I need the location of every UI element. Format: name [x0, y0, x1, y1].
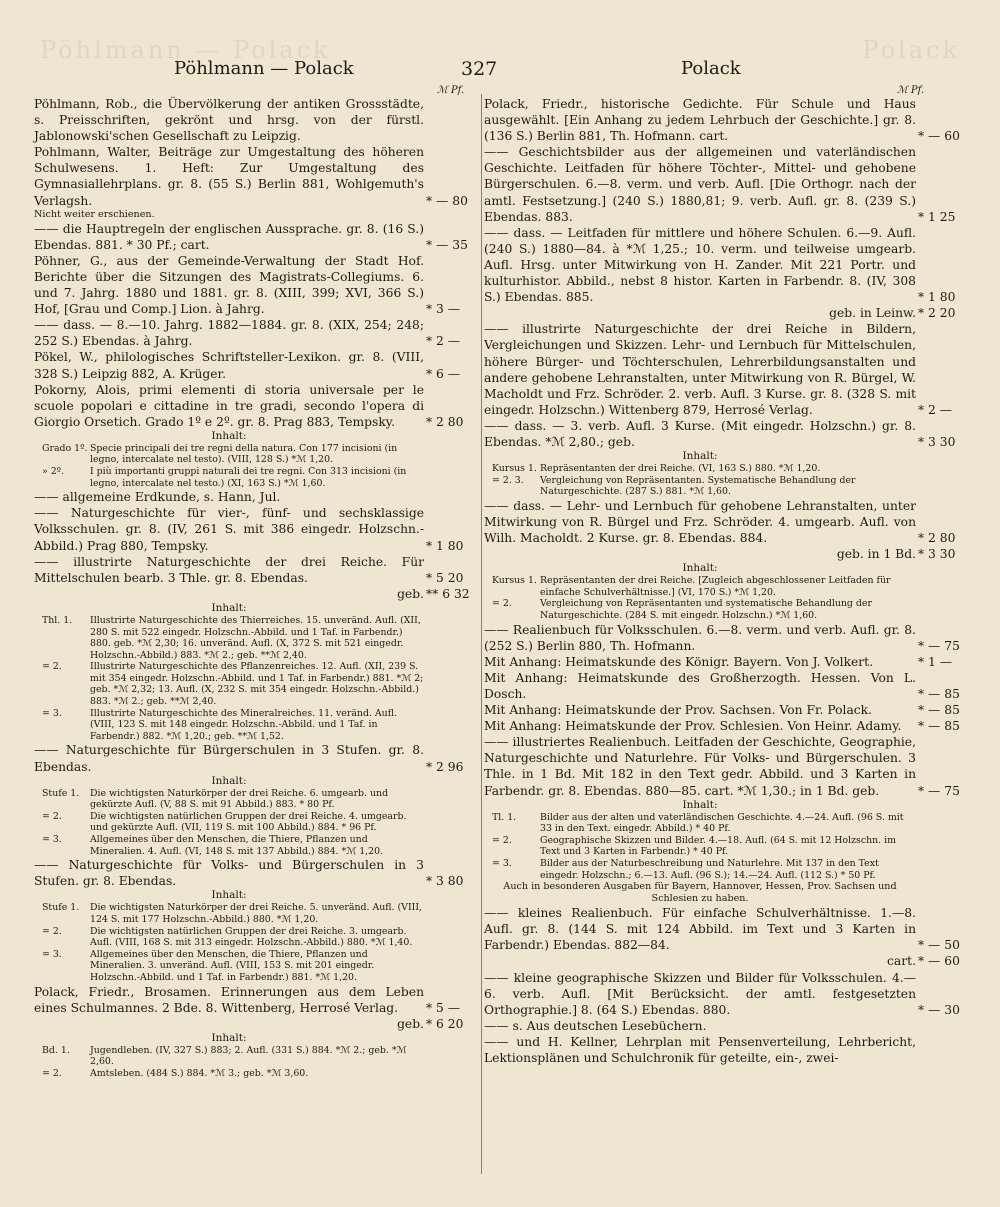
- entry-text: —— allgemeine Erdkunde, s. Hann, Jul.: [34, 490, 281, 505]
- entry-text: Mit Anhang: Heimatskunde der Prov. Sachsen. Von Fr. Polack.: [484, 703, 873, 718]
- entry-binding: [484, 305, 974, 321]
- entry-price: * — 85: [918, 719, 960, 734]
- contents-item: [34, 949, 482, 984]
- entry-text: —— dass. — Leitfaden für mittlere und höhere Schulen. 6.—9. Aufl. (240 S.) 1880—84. à *ℳ 1,25.; 10. verm. und teilweise umgearb. Aufl. Hrsg. unter Mitwirkung von H. Zander. Mit 221 Portr. und kulturhistor. Abbild., nebst 8 histor. Karten in Farbendr. 8. (IV, 308 S.) Ebendas. 885.: [484, 225, 916, 305]
- contents-item: [484, 812, 974, 835]
- contents-label: = 3.: [42, 834, 62, 845]
- contents-text: Illustrirte Naturgeschichte des Pflanzenreiches. 12. Aufl. (XII, 239 S. mit 354 eingedr. Holzschn.-Abbild. und 1 Taf. in Farbendr.) 881. *ℳ 2; geb. *ℳ 2,32; 13. Aufl. (X, 232 S. mit 354 eingedr. Holzschn.-Abbild.) 883. *ℳ 2.; geb. **ℳ 2,40.: [90, 661, 424, 708]
- entry-text: Pohlmann, Walter, Beiträge zur Umgestaltung des höheren Schulwesens. 1. Heft: Zur Umgestaltung des Gymnasiallehrplans. gr. 8. (55 S.) Berlin 881, Wohlgemuth's Verlagsh.: [34, 145, 424, 208]
- contents-item: [34, 443, 482, 466]
- entry-price: * 3 80: [426, 874, 464, 889]
- price-column-head-left: ℳ Pf.: [437, 85, 465, 96]
- contents-text: Vergleichung von Repräsentanten und systematische Behandlung der Naturgeschichte. (284 S. mit eingedr. Holzschn.) *ℳ 1,60.: [540, 598, 872, 621]
- entry-price: * — 85: [918, 686, 960, 701]
- contents-text: I più importanti gruppi naturali dei tre regni. Con 313 incisioni (in legno, intercalate nel testo.) (XI, 163 S.) *ℳ 1,60.: [90, 466, 407, 489]
- entry: [34, 554, 482, 586]
- entry-text: —— Naturgeschichte für Volks- und Bürgerschulen in 3 Stufen. gr. 8. Ebendas.: [34, 858, 424, 889]
- entry-text: —— Naturgeschichte für vier-, fünf- und sechsklassige Volksschulen. gr. 8. (IV, 261 S. mit 386 eingedr. Holzschn.-Abbild.) Prag 880, Tempsky.: [34, 506, 424, 553]
- entry-price: * — 60: [918, 129, 960, 144]
- entry-price: * 2 96: [426, 759, 464, 774]
- entry-note: Nicht weiter erschienen.: [34, 208, 155, 220]
- entry: [484, 321, 974, 418]
- entry-binding: [34, 586, 482, 602]
- running-head-left: Pöhlmann — Polack: [174, 58, 354, 79]
- entry-text: —— s. Aus deutschen Lesebüchern.: [484, 1018, 707, 1033]
- binding-price: * 6 20: [426, 1016, 464, 1031]
- contents-item: [34, 926, 482, 949]
- entry: [34, 857, 482, 889]
- contents-item: [484, 475, 974, 498]
- contents-text: Die wichtigsten natürlichen Gruppen der drei Reiche. 3. umgearb. Aufl. (VIII, 168 S. mit 313 eingedr. Holzschn.-Abbild.) 880. *ℳ 1,40.: [90, 925, 413, 949]
- entry-text: —— und H. Kellner, Lehrplan mit Pensenverteilung, Lehrbericht, Lektionsplänen und Schulchronik für geteilte, ein-, zwei-: [484, 1034, 916, 1066]
- entry: [484, 1034, 974, 1066]
- entry-price: * 2 —: [426, 334, 461, 349]
- contents-text: Jugendleben. (IV, 327 S.) 883; 2. Aufl. (331 S.) 884. *ℳ 2.; geb. *ℳ 2,60.: [90, 1044, 407, 1068]
- entry-text: —— dass. — Lehr- und Lernbuch für gehobene Lehranstalten, unter Mitwirkung von R. Bürgel und Frz. Schröder. 4. umgearb. Aufl. von Wilh. Macholdt. 2 Kurse. gr. 8. Ebendas. 884.: [484, 498, 916, 546]
- binding-price: * 2 20: [918, 306, 956, 321]
- entry: [484, 144, 974, 224]
- contents-label: » 2º.: [42, 466, 65, 478]
- contents-label: Grado 1º.: [42, 442, 88, 454]
- entry-text: Polack, Friedr., historische Gedichte. Für Schule und Haus ausgewählt. [Ein Anhang zu jedem Lehrbuch der Geschichte.] gr. 8. (136 S.) Berlin 881, Th. Hofmann. cart.: [484, 97, 916, 144]
- contents-text: Illustrirte Naturgeschichte des Mineralreiches. 11. veränd. Aufl. (VIII, 123 S. mit 148 eingedr. Holzschn.-Abbild. und 1 Taf. in Farbendr.) 882. *ℳ 1,20.; geb. **ℳ 1,52.: [90, 707, 397, 742]
- contents-text: Die wichtigsten Naturkörper der drei Reiche. 6. umgearb. und gekürzte Aufl. (V, 88 S. mit 91 Abbild.) 883. * 80 Pf.: [90, 787, 389, 811]
- contents-text: Bilder aus der Naturbeschreibung und Naturlehre. Mit 137 in den Text eingedr. Holzschn.; 6.—13. Aufl. (96 S.); 14.—24. Aufl. (112 S.) * 50 Pf.: [540, 858, 879, 881]
- contents-heading: Inhalt:: [211, 601, 247, 614]
- contents-text: Specie principali dei tre regni della natura. Con 177 incisioni (in legno, intercalate nel testo). (VIII, 128 S.) *ℳ 1,20.: [90, 442, 398, 466]
- entry: [34, 221, 482, 253]
- entry-price: * 3 —: [426, 302, 461, 317]
- entry: [484, 654, 974, 670]
- contents-label: Tl. 1.: [492, 811, 517, 823]
- entry: [34, 984, 482, 1016]
- entry-text: Mit Anhang: Heimatskunde der Prov. Schlesien. Von Heinr. Adamy.: [484, 719, 902, 734]
- contents-heading: Inhalt:: [682, 798, 718, 811]
- contents-text: Repräsentanten der drei Reiche. [Zugleich abgeschlossener Leitfaden für einfache Schulverhältnisse.] (VI, 170 S.) *ℳ 1,20.: [540, 575, 891, 598]
- contents-label: = 2.: [492, 598, 512, 610]
- entry-price: * — 75: [918, 638, 960, 653]
- contents-label: Stufe 1.: [42, 902, 80, 914]
- contents-item: [34, 1045, 482, 1068]
- contents-text: Repräsentanten der drei Reiche. (VI, 163 S.) 880. *ℳ 1,20.: [540, 463, 821, 475]
- contents-item: [484, 575, 974, 598]
- entry-text: —— Realienbuch für Volksschulen. 6.—8. verm. und verb. Aufl. gr. 8. (252 S.) Berlin 880, Th. Hofmann.: [484, 622, 916, 653]
- entry-price: * — 35: [426, 237, 468, 252]
- contents-item: [484, 858, 974, 881]
- entry-text: —— kleines Realienbuch. Für einfache Schulverhältnisse. 1.—8. Aufl. gr. 8. (144 S. mit 124 Abbild. im Text und 3 Karten in Farbendr.) Ebendas. 882—84.: [484, 906, 916, 953]
- contents-heading: Inhalt:: [211, 889, 247, 902]
- contents-label: = 3.: [492, 858, 512, 869]
- price-column-head-right: ℳ Pf.: [897, 85, 925, 96]
- entry: [34, 505, 482, 553]
- entry-price: * 6 —: [426, 366, 461, 381]
- entry-price: * 5 20: [426, 570, 464, 585]
- contents-label: Kursus 1.: [492, 463, 537, 475]
- contents-label: = 2.: [492, 834, 512, 846]
- contents-text: Amtsleben. (484 S.) 884. *ℳ 3.; geb. *ℳ 3,60.: [90, 1068, 309, 1079]
- entry-text: Mit Anhang: Heimatskunde des Königr. Bayern. Von J. Volkert.: [484, 654, 874, 669]
- entry: [484, 734, 974, 798]
- entry-price: * — 80: [426, 193, 468, 208]
- contents-item: [34, 902, 482, 925]
- ghost-right: Polack: [862, 36, 960, 64]
- entry: [34, 96, 482, 144]
- entry-text: —— die Hauptregeln der englischen Aussprache. gr. 8. (16 S.) Ebendas. 881. * 30 Pf.; cart.: [34, 221, 424, 252]
- contents-item: [34, 466, 482, 489]
- contents-label: = 2.: [42, 810, 62, 822]
- entry-price: * 1 80: [426, 538, 464, 553]
- contents-label: = 3.: [42, 707, 62, 719]
- contents-item: [34, 811, 482, 834]
- entry-text: Pöhner, G., aus der Gemeinde-Verwaltung der Stadt Hof. Berichte über die Sitzungen des Magistrats-Collegiums. 6. und 7. Jahrg. 1880 und 1881. gr. 8. (XIII, 399; XVI, 366 S.) Hof, [Grau und Comp.] Lion. à Jahrg.: [34, 253, 424, 317]
- entry: [484, 622, 974, 654]
- contents-text: Vergleichung von Repräsentanten. Systematische Behandlung der Naturgeschichte. (287 S.) 881. *ℳ 1,60.: [540, 474, 856, 498]
- entry-price: * — 30: [918, 1002, 960, 1017]
- contents-label: Thl. 1.: [42, 614, 73, 626]
- contents-item: [34, 615, 482, 661]
- binding-price: ** 6 32: [426, 586, 470, 601]
- contents-label: Bd. 1.: [42, 1044, 70, 1056]
- entry-price: * 2 —: [918, 402, 953, 417]
- contents-item: [34, 788, 482, 811]
- contents-label: = 2.: [42, 1068, 62, 1079]
- contents-item: [484, 835, 974, 858]
- entry-text: —— kleine geographische Skizzen und Bilder für Volksschulen. 4.—6. verb. Aufl. [Mit Berücksicht. der amtl. festgesetzten Orthographie.] 8. (64 S.) Ebendas. 880.: [484, 970, 916, 1017]
- binding-text: geb. in Leinw.: [829, 306, 916, 321]
- entry: [484, 418, 974, 450]
- contents-item: [34, 708, 482, 743]
- contents-heading: Inhalt:: [682, 562, 718, 575]
- contents-label: Stufe 1.: [42, 787, 80, 799]
- contents-heading: Inhalt:: [211, 429, 247, 442]
- entry-text: —— Geschichtsbilder aus der allgemeinen und vaterländischen Geschichte. Leitfaden für höhere Töchter-, Mittel- und gehobene Bürgerschulen. 6.—8. verm. und verb. Aufl. [Die Orthogr. nach der amtl. Festsetzung.] (240 S.) 1880,81; 9. verb. Aufl. gr. 8. (239 S.) Ebendas. 883.: [484, 145, 916, 224]
- binding-text: geb. in 1 Bd.: [836, 547, 916, 562]
- entry-price: * 5 —: [426, 1000, 461, 1015]
- right-column: [484, 96, 974, 1066]
- binding-price: * — 60: [918, 954, 960, 969]
- entry-text: Pöhlmann, Rob., die Übervölkerung der antiken Grossstädte, s. Preisschriften, gekrönt und hrsg. von der fürstl. Jablonowski'schen Gesellschaft zu Leipzig.: [34, 97, 424, 144]
- entry: [34, 253, 482, 317]
- entry-price: * 1 80: [918, 290, 956, 305]
- entry-price: * 2 80: [918, 531, 956, 546]
- entry-binding: [484, 546, 974, 562]
- entry: [484, 970, 974, 1018]
- entry-note: Auch in besonderen Ausgaben für Bayern, Hannover, Hessen, Prov. Sachsen und Schlesien zu haben.: [503, 881, 897, 905]
- contents-item: [34, 661, 482, 707]
- contents-item: [34, 1068, 482, 1080]
- entry-binding: [34, 1016, 482, 1032]
- entry-text: Polack, Friedr., Brosamen. Erinnerungen aus dem Leben eines Schulmannes. 2 Bde. 8. Wittenberg, Herrosé Verlag.: [34, 984, 424, 1015]
- entry: [34, 742, 482, 774]
- contents-text: Allgemeines über den Menschen, die Thiere, Pflanzen und Mineralien. 4. Aufl. (VI, 148 S. mit 137 Abbild.) 884. *ℳ 1,20.: [90, 834, 384, 857]
- entry: [484, 498, 974, 546]
- entry: [484, 225, 974, 305]
- contents-text: Die wichtigsten Naturkörper der drei Reiche. 5. unveränd. Aufl. (VIII, 124 S. mit 177 Holzschn.-Abbild.) 880. *ℳ 1,20.: [90, 902, 423, 925]
- entry: [34, 349, 482, 381]
- contents-label: = 2. 3.: [492, 474, 524, 486]
- entry-text: —— illustrirte Naturgeschichte der drei Reiche in Bildern, Vergleichungen und Skizzen. Lehr- und Lernbuch für Mittelschulen, höhere Bürger- und Töchterschulen, Lehrerbildungsanstalten und andere gehobene Lehranstalten, unter Mitwirkung von R. Bürgel, W. Macholdt und Frz. Schröder. 2. verb. Aufl. 3 Kurse. gr. 8. (328 S. mit eingedr. Holzschn.) Wittenberg 879, Herrosé Verlag.: [484, 322, 916, 417]
- entry: [484, 96, 974, 144]
- ghost-left: Pöhlmann — Polack: [40, 36, 331, 64]
- entry-text: —— Naturgeschichte für Bürgerschulen in 3 Stufen. gr. 8. Ebendas.: [34, 743, 424, 774]
- contents-item: [484, 463, 974, 475]
- entry-text: —— illustriertes Realienbuch. Leitfaden der Geschichte, Geographie, Naturgeschichte und Naturlehre. Für Volks- und Bürgerschulen. 3 Thle. in 1 Bd. Mit 182 in den Text gedr. Abbild. und 3 Karten in Farbendr. gr. 8. Ebendas. 880—85. cart. *ℳ 1,30.; in 1 Bd. geb.: [484, 735, 916, 798]
- entry-price: * 1 25: [918, 209, 956, 224]
- entry: [34, 144, 482, 208]
- entry: [484, 1018, 974, 1034]
- contents-label: = 3.: [42, 948, 62, 960]
- entry-binding: [484, 953, 974, 969]
- contents-heading: Inhalt:: [211, 1031, 247, 1044]
- contents-heading: Inhalt:: [211, 774, 247, 787]
- entry-price: * 2 80: [426, 414, 464, 429]
- entry-text: —— dass. — 3. verb. Aufl. 3 Kurse. (Mit eingedr. Holzschn.) gr. 8. Ebendas. *ℳ 2,80.; geb.: [484, 418, 916, 449]
- binding-price: * 3 30: [918, 547, 956, 562]
- binding-text: cart.: [887, 954, 916, 969]
- contents-item: [484, 598, 974, 621]
- entry-text: —— illustrirte Naturgeschichte der drei Reiche. Für Mittelschulen bearb. 3 Thle. gr. 8. Ebendas.: [34, 554, 424, 585]
- entry-price: * — 75: [918, 783, 960, 798]
- entry: [34, 489, 482, 505]
- entry-price: * — 85: [918, 703, 960, 718]
- contents-label: Kursus 1.: [492, 575, 537, 587]
- entry: [484, 718, 974, 734]
- contents-text: Illustrirte Naturgeschichte des Thierreiches. 15. unveränd. Aufl. (XII, 280 S. mit 522 eingedr. Holzschn.-Abbild. und 1 Taf. in Farbendr.) 880. geb. *ℳ 2,30; 16. unveränd. Aufl. (X, 372 S. mit 521 eingedr. Holzschn.-Abbild.) 883. *ℳ 2.; geb. **ℳ 2,40.: [90, 614, 421, 661]
- entry: [484, 905, 974, 953]
- contents-text: Allgemeines über den Menschen, die Thiere, Pflanzen und Mineralien. 3. unveränd. Aufl. (VIII, 153 S. mit 201 eingedr. Holzschn.-Abbild. und 1 Taf. in Farbendr.) 881. *ℳ 1,20.: [90, 948, 375, 983]
- contents-heading: Inhalt:: [682, 450, 718, 463]
- entry: [484, 670, 974, 702]
- entry-price: * 1 —: [918, 654, 953, 669]
- entry-text: Pökel, W., philologisches Schriftsteller-Lexikon. gr. 8. (VIII, 328 S.) Leipzig 882, A. Krüger.: [34, 350, 424, 381]
- contents-text: Die wichtigsten natürlichen Gruppen der drei Reiche. 4. umgearb. und gekürzte Aufl. (VII, 119 S. mit 100 Abbild.) 884. * 96 Pf.: [90, 810, 407, 834]
- running-head-right: Polack: [681, 58, 741, 79]
- page-number: 327: [461, 58, 498, 80]
- entry: [34, 317, 482, 349]
- contents-label: = 2.: [42, 925, 62, 937]
- left-column: [34, 96, 482, 1080]
- contents-text: Geographische Skizzen und Bilder. 4.—18. Aufl. (64 S. mit 12 Holzschn. im Text und 3 Karten in Farbendr.) * 40 Pf.: [540, 834, 897, 858]
- contents-item: [34, 834, 482, 857]
- entry-text: —— dass. — 8.—10. Jahrg. 1882—1884. gr. 8. (XIX, 254; 248; 252 S.) Ebendas. à Jahrg.: [34, 318, 424, 349]
- binding-text: geb.: [397, 1016, 424, 1031]
- contents-label: = 2.: [42, 661, 62, 673]
- entry-text: Mit Anhang: Heimatskunde des Großherzogth. Hessen. Von L. Dosch.: [484, 670, 916, 701]
- entry: [34, 382, 482, 430]
- entry: [484, 702, 974, 718]
- contents-text: Bilder aus der alten und vaterländischen Geschichte. 4.—24. Aufl. (96 S. mit 33 in den Text. eingedr. Abbild.) * 40 Pf.: [540, 811, 904, 835]
- entry-text: Pokorny, Alois, primi elementi di storia universale per le scuole popolari e cittadine in tre gradi, secondo l'opera di Giorgio Orsetich. Grado 1º e 2º. gr. 8. Prag 883, Tempsky.: [34, 382, 424, 429]
- page-header: [0, 58, 1000, 86]
- entry-price: * 3 30: [918, 434, 956, 449]
- binding-text: geb.: [397, 586, 424, 601]
- entry-price: * — 50: [918, 938, 960, 953]
